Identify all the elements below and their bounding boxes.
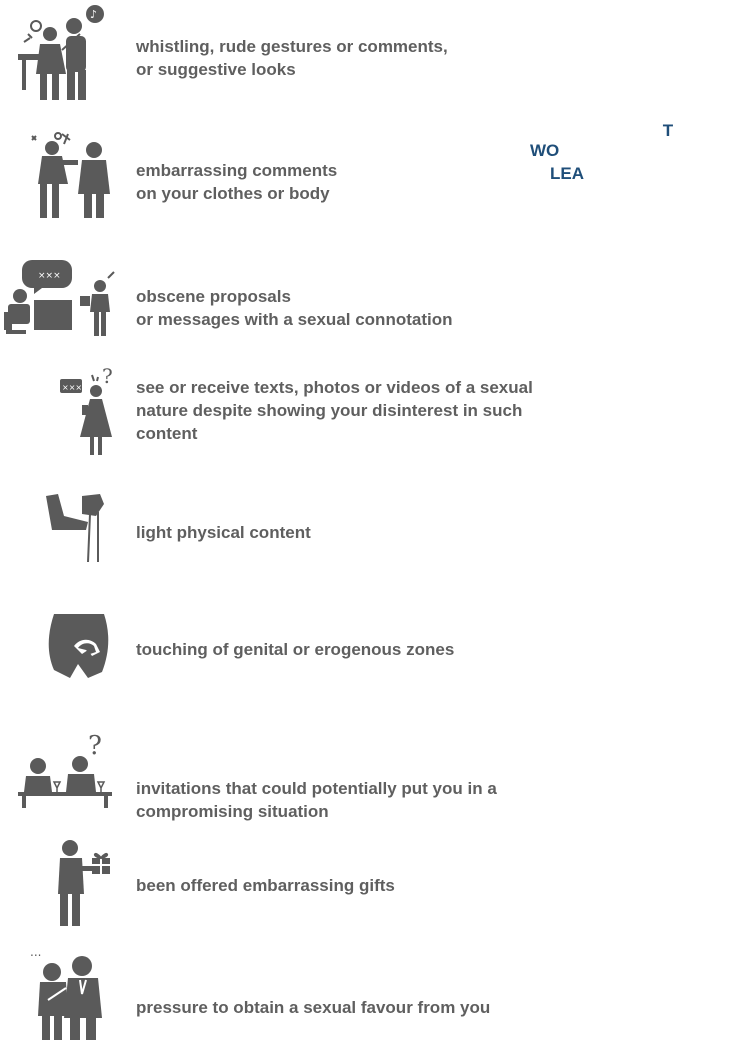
pressure-embrace-icon — [28, 944, 108, 1041]
item-text-touching-zones: touching of genital or erogenous zones — [136, 640, 455, 659]
item-text-pressure-sexual-favour: pressure to obtain a sexual favour from you — [136, 998, 491, 1017]
item-text-light-physical-content: light physical content — [136, 523, 311, 542]
item-text-embarrassing-comments: embarrassing comments on your clothes or body — [136, 161, 338, 203]
item-text-embarrassing-gifts: been offered embarrassing gifts — [136, 876, 395, 895]
hand-on-buttocks-icon — [44, 612, 114, 684]
svg-text:?: ? — [102, 364, 113, 388]
phone-message-woman-icon — [58, 365, 128, 457]
gift-offer-icon — [54, 838, 114, 928]
item-text-texts-photos-videos: see or receive texts, photos or videos of a sexual nature despite showing your disinterest in such content — [136, 378, 533, 443]
item-text-obscene-proposals: obscene proposals or messages with a sexual connotation — [136, 287, 453, 329]
hand-on-arm-icon — [42, 486, 112, 566]
whistling-man-icon — [10, 4, 110, 102]
office-proposal-icon — [0, 256, 120, 338]
svg-text:?: ? — [88, 731, 102, 761]
comments-on-body-icon — [28, 130, 118, 222]
side-heading-line-3: LEA — [550, 164, 584, 183]
svg-text:×××: ××× — [38, 271, 61, 281]
svg-text:×××: ××× — [62, 383, 83, 392]
item-text-invitations: invitations that could potentially put you in a compromising situation — [136, 779, 497, 821]
svg-text:♪: ♪ — [90, 8, 98, 21]
side-heading-line-2: WO — [530, 141, 560, 160]
item-text-whistling: whistling, rude gestures or comments, or suggestive looks — [136, 37, 448, 79]
side-heading-line-1: T — [662, 121, 674, 140]
svg-text:...: ... — [30, 945, 42, 959]
dinner-invitation-icon — [14, 730, 124, 810]
